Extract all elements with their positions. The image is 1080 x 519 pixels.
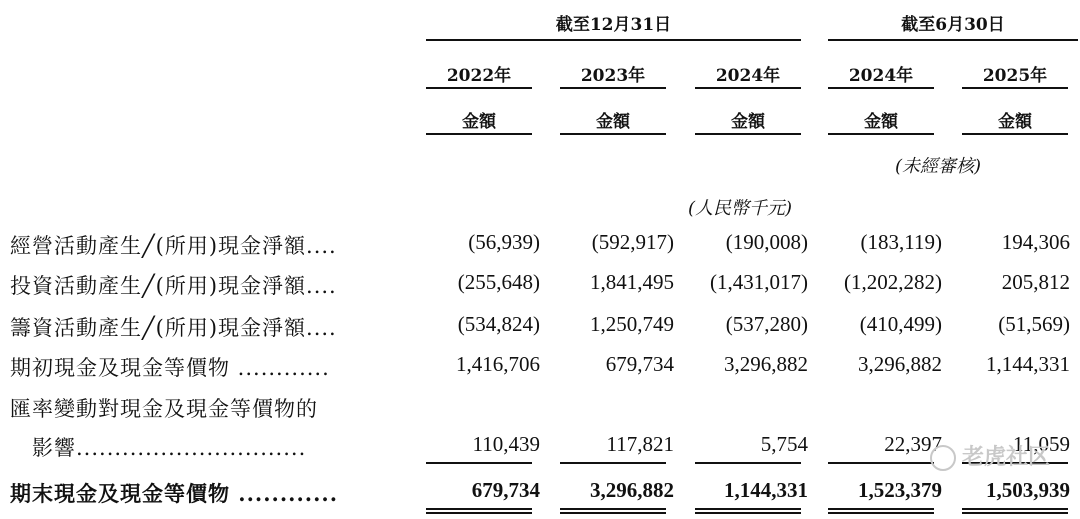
cell-operating-2024h1: (183,119) bbox=[860, 230, 942, 254]
cell-opening-2023: 679,734 bbox=[605, 352, 674, 376]
year-header-1: 2022年 bbox=[446, 66, 512, 86]
tiger-logo-icon bbox=[930, 445, 956, 471]
group-header-jun30: 截至6月30日 bbox=[901, 15, 1005, 35]
cell-investing-2025h1: 205,812 bbox=[1001, 270, 1070, 294]
row-label-operating: 經營活動產生╱(所用)現金淨額.... bbox=[10, 234, 337, 258]
cell-closing-2024: 1,144,331 bbox=[724, 478, 808, 502]
cell-opening-2024: 3,296,882 bbox=[724, 352, 808, 376]
amount-header-1: 金額 bbox=[462, 112, 496, 132]
cell-fx-2024h1: 22,397 bbox=[884, 432, 942, 456]
cell-operating-2022: (56,939) bbox=[468, 230, 540, 254]
amount-underline-2 bbox=[560, 133, 666, 135]
watermark bbox=[930, 440, 1050, 471]
cell-financing-2022: (534,824) bbox=[457, 312, 540, 336]
cell-fx-2023: 117,821 bbox=[606, 432, 674, 456]
cell-financing-2024: (537,280) bbox=[725, 312, 808, 336]
row-label-fx-effect-line1: 匯率變動對現金及現金等價物的 bbox=[10, 397, 318, 421]
row-label-investing: 投資活動產生╱(所用)現金淨額.... bbox=[10, 274, 337, 298]
year-underline-3 bbox=[695, 87, 801, 89]
group-header-dec31: 截至12月31日 bbox=[555, 15, 672, 35]
cell-closing-2024h1: 1,523,379 bbox=[858, 478, 942, 502]
year-header-4: 2024年 bbox=[848, 66, 914, 86]
cell-financing-2023: 1,250,749 bbox=[590, 312, 674, 336]
amount-underline-3 bbox=[695, 133, 801, 135]
amount-header-5: 金額 bbox=[998, 112, 1032, 132]
cell-fx-2024: 5,754 bbox=[760, 432, 808, 456]
amount-underline-5 bbox=[962, 133, 1068, 135]
row-label-fx-effect-line2: 影響.............................. bbox=[10, 436, 307, 460]
cell-opening-2022: 1,416,706 bbox=[456, 352, 540, 376]
cell-investing-2024: (1,431,017) bbox=[710, 270, 808, 294]
subtotal-line-2 bbox=[560, 462, 666, 464]
amount-underline-4 bbox=[828, 133, 934, 135]
subtotal-line-4 bbox=[828, 462, 934, 464]
row-label-closing-cash: 期末現金及現金等價物 ............ bbox=[10, 481, 339, 506]
subtotal-line-3 bbox=[695, 462, 801, 464]
amount-header-4: 金額 bbox=[864, 112, 898, 132]
cell-fx-2022: 110,439 bbox=[472, 432, 540, 456]
cell-fx-2025h1: 11,059 bbox=[1013, 432, 1070, 456]
amount-header-2: 金額 bbox=[596, 112, 630, 132]
group-underline-dec31 bbox=[426, 39, 801, 41]
year-underline-4 bbox=[828, 87, 934, 89]
year-header-3: 2024年 bbox=[715, 66, 781, 86]
double-underline-1 bbox=[426, 508, 532, 514]
unit-note: (人民幣千元) bbox=[688, 198, 793, 219]
year-underline-1 bbox=[426, 87, 532, 89]
subtotal-line-1 bbox=[426, 462, 532, 464]
year-underline-5 bbox=[962, 87, 1068, 89]
row-label-opening-cash: 期初現金及現金等價物 ............ bbox=[10, 356, 330, 380]
cell-investing-2022: (255,648) bbox=[457, 270, 540, 294]
cell-operating-2024: (190,008) bbox=[725, 230, 808, 254]
cell-closing-2023: 3,296,882 bbox=[590, 478, 674, 502]
cell-operating-2023: (592,917) bbox=[591, 230, 674, 254]
double-underline-3 bbox=[695, 508, 801, 514]
cell-opening-2025h1: 1,144,331 bbox=[986, 352, 1070, 376]
cell-closing-2025h1: 1,503,939 bbox=[986, 478, 1070, 502]
amount-header-3: 金額 bbox=[731, 112, 765, 132]
cell-investing-2024h1: (1,202,282) bbox=[844, 270, 942, 294]
amount-underline-1 bbox=[426, 133, 532, 135]
double-underline-2 bbox=[560, 508, 666, 514]
cell-opening-2024h1: 3,296,882 bbox=[858, 352, 942, 376]
double-underline-5 bbox=[962, 508, 1068, 514]
group-underline-jun30 bbox=[828, 39, 1078, 41]
cell-financing-2025h1: (51,569) bbox=[998, 312, 1070, 336]
year-underline-2 bbox=[560, 87, 666, 89]
cell-investing-2023: 1,841,495 bbox=[590, 270, 674, 294]
year-header-5: 2025年 bbox=[982, 66, 1048, 86]
cell-financing-2024h1: (410,499) bbox=[859, 312, 942, 336]
year-header-2: 2023年 bbox=[580, 66, 646, 86]
watermark-text: 老虎社区 bbox=[961, 445, 1050, 470]
double-underline-4 bbox=[828, 508, 934, 514]
cell-operating-2025h1: 194,306 bbox=[1001, 230, 1070, 254]
cell-closing-2022: 679,734 bbox=[471, 478, 540, 502]
unaudited-note: (未經審核) bbox=[895, 156, 982, 177]
row-label-financing: 籌資活動產生╱(所用)現金淨額.... bbox=[10, 316, 337, 340]
